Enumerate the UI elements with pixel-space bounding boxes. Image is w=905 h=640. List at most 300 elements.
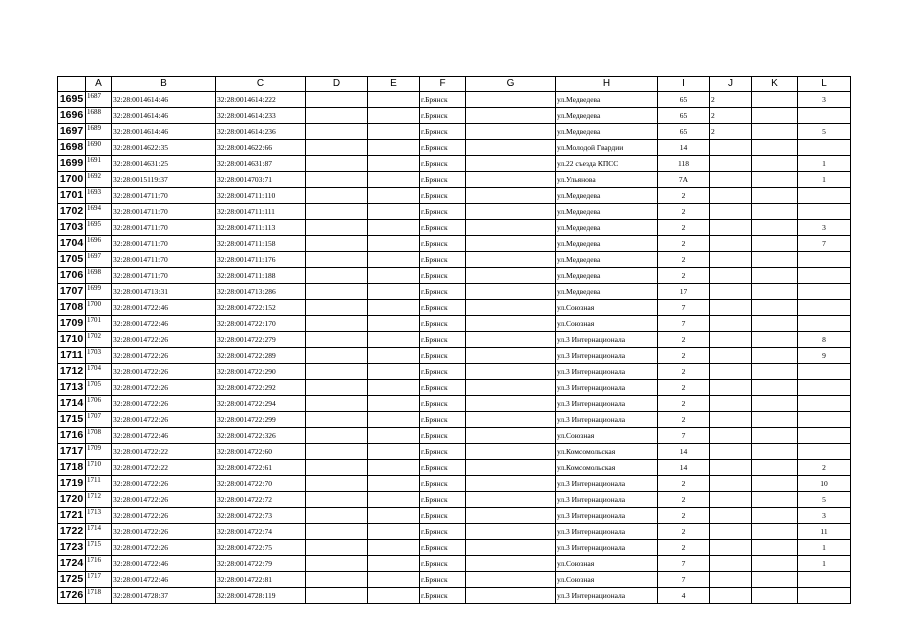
- cell-i: 2: [658, 268, 710, 284]
- cell-b: 32:28:0014711:70: [112, 220, 216, 236]
- cell-l: [798, 108, 851, 124]
- cell-l: [798, 428, 851, 444]
- cell-d: [306, 188, 368, 204]
- cell-h: ул.Медведева: [556, 268, 658, 284]
- table-row: [58, 252, 851, 268]
- cell-l: 1: [798, 172, 851, 188]
- cell-l: 2: [798, 460, 851, 476]
- cell-g: [466, 268, 556, 284]
- cell-k: [752, 348, 798, 364]
- cell-j: [710, 556, 752, 572]
- row-number: 1721: [58, 508, 86, 524]
- cell-d: [306, 156, 368, 172]
- table-row: [58, 380, 851, 396]
- cell-i: 2: [658, 236, 710, 252]
- cell-c: 32:28:0014622:66: [216, 140, 306, 156]
- cell-c: 32:28:0014722:290: [216, 364, 306, 380]
- cell-g: [466, 252, 556, 268]
- cell-i: 14: [658, 460, 710, 476]
- cell-f: г.Брянск: [420, 556, 466, 572]
- row-number: 1723: [58, 540, 86, 556]
- cell-b: 32:28:0014722:26: [112, 348, 216, 364]
- table-body: [58, 92, 851, 604]
- cell-c: 32:28:0014722:61: [216, 460, 306, 476]
- cell-l: [798, 204, 851, 220]
- cell-e: [368, 108, 420, 124]
- cell-h: ул.3 Интернационала: [556, 332, 658, 348]
- cell-i: 65: [658, 124, 710, 140]
- cell-e: [368, 556, 420, 572]
- cell-e: [368, 188, 420, 204]
- cell-f: г.Брянск: [420, 460, 466, 476]
- cell-i: 17: [658, 284, 710, 300]
- cell-c: 32:28:0014722:299: [216, 412, 306, 428]
- cell-d: [306, 92, 368, 108]
- row-number: 1706: [58, 268, 86, 284]
- row-number: 1712: [58, 364, 86, 380]
- cell-k: [752, 556, 798, 572]
- cell-c: 32:28:0014711:111: [216, 204, 306, 220]
- cell-a: 1707: [86, 412, 112, 428]
- cell-l: 11: [798, 524, 851, 540]
- row-number: 1701: [58, 188, 86, 204]
- cell-h: ул.3 Интернационала: [556, 396, 658, 412]
- table-row: [58, 492, 851, 508]
- cell-k: [752, 332, 798, 348]
- cell-f: г.Брянск: [420, 204, 466, 220]
- cell-k: [752, 108, 798, 124]
- row-number: 1704: [58, 236, 86, 252]
- cell-k: [752, 316, 798, 332]
- cell-b: 32:28:0014722:26: [112, 508, 216, 524]
- cell-d: [306, 332, 368, 348]
- cell-d: [306, 444, 368, 460]
- cell-g: [466, 92, 556, 108]
- cell-h: ул.Ульянова: [556, 172, 658, 188]
- cell-g: [466, 412, 556, 428]
- cell-e: [368, 236, 420, 252]
- cell-h: ул.Медведева: [556, 284, 658, 300]
- cell-a: 1705: [86, 380, 112, 396]
- table-row: [58, 428, 851, 444]
- cell-h: ул.Союзная: [556, 556, 658, 572]
- cell-f: г.Брянск: [420, 188, 466, 204]
- cell-c: 32:28:0014722:72: [216, 492, 306, 508]
- cell-h: ул.3 Интернационала: [556, 524, 658, 540]
- cell-d: [306, 124, 368, 140]
- cell-a: 1713: [86, 508, 112, 524]
- row-number: 1725: [58, 572, 86, 588]
- cell-d: [306, 412, 368, 428]
- cell-i: 7: [658, 428, 710, 444]
- cell-c: 32:28:0014614:236: [216, 124, 306, 140]
- cell-k: [752, 588, 798, 604]
- cell-j: [710, 284, 752, 300]
- cell-d: [306, 396, 368, 412]
- cell-k: [752, 540, 798, 556]
- cell-k: [752, 236, 798, 252]
- cell-f: г.Брянск: [420, 476, 466, 492]
- cell-l: 3: [798, 508, 851, 524]
- cell-l: 5: [798, 492, 851, 508]
- cell-e: [368, 460, 420, 476]
- cell-j: [710, 492, 752, 508]
- cell-b: 32:28:0014713:31: [112, 284, 216, 300]
- cell-h: ул.Комсомольская: [556, 444, 658, 460]
- cell-b: 32:28:0014631:25: [112, 156, 216, 172]
- cell-a: 1697: [86, 252, 112, 268]
- cell-g: [466, 380, 556, 396]
- table-row: [58, 524, 851, 540]
- cell-l: [798, 588, 851, 604]
- cell-d: [306, 476, 368, 492]
- cell-j: [710, 540, 752, 556]
- cell-j: [710, 268, 752, 284]
- cell-a: 1695: [86, 220, 112, 236]
- cell-b: 32:28:0015119:37: [112, 172, 216, 188]
- cell-b: 32:28:0014722:26: [112, 332, 216, 348]
- cell-g: [466, 108, 556, 124]
- cell-e: [368, 476, 420, 492]
- cell-c: 32:28:0014722:74: [216, 524, 306, 540]
- cell-c: 32:28:0014722:79: [216, 556, 306, 572]
- cell-l: 9: [798, 348, 851, 364]
- cell-b: 32:28:0014711:70: [112, 188, 216, 204]
- table-row: [58, 316, 851, 332]
- cell-k: [752, 252, 798, 268]
- cell-k: [752, 412, 798, 428]
- table-row: [58, 444, 851, 460]
- cell-e: [368, 300, 420, 316]
- cell-f: г.Брянск: [420, 412, 466, 428]
- cell-e: [368, 412, 420, 428]
- cell-i: 2: [658, 252, 710, 268]
- cell-e: [368, 444, 420, 460]
- cell-d: [306, 284, 368, 300]
- cell-f: г.Брянск: [420, 300, 466, 316]
- table-row: [58, 268, 851, 284]
- cell-f: г.Брянск: [420, 508, 466, 524]
- cell-b: 32:28:0014711:70: [112, 204, 216, 220]
- row-number: 1707: [58, 284, 86, 300]
- cell-k: [752, 396, 798, 412]
- cell-b: 32:28:0014722:46: [112, 300, 216, 316]
- cell-e: [368, 348, 420, 364]
- row-number: 1711: [58, 348, 86, 364]
- cell-c: 32:28:0014713:286: [216, 284, 306, 300]
- column-header-j: J: [710, 77, 752, 92]
- cell-f: г.Брянск: [420, 380, 466, 396]
- cell-k: [752, 92, 798, 108]
- cell-a: 1688: [86, 108, 112, 124]
- cell-b: 32:28:0014614:46: [112, 92, 216, 108]
- cell-l: [798, 252, 851, 268]
- table-row: [58, 412, 851, 428]
- cell-j: [710, 524, 752, 540]
- table-row: [58, 124, 851, 140]
- cell-g: [466, 124, 556, 140]
- row-number: 1709: [58, 316, 86, 332]
- table-row: [58, 92, 851, 108]
- table-row: [58, 188, 851, 204]
- cell-a: 1689: [86, 124, 112, 140]
- cell-c: 32:28:0014722:289: [216, 348, 306, 364]
- cell-l: [798, 364, 851, 380]
- cell-b: 32:28:0014722:46: [112, 428, 216, 444]
- cell-k: [752, 444, 798, 460]
- cell-e: [368, 332, 420, 348]
- cell-l: [798, 572, 851, 588]
- cell-a: 1687: [86, 92, 112, 108]
- cell-h: ул.Медведева: [556, 108, 658, 124]
- cell-l: [798, 444, 851, 460]
- cell-e: [368, 220, 420, 236]
- cell-a: 1718: [86, 588, 112, 604]
- table-row: [58, 236, 851, 252]
- column-header-h: H: [556, 77, 658, 92]
- cell-i: 2: [658, 332, 710, 348]
- cell-a: 1714: [86, 524, 112, 540]
- cell-k: [752, 428, 798, 444]
- cell-c: 32:28:0014722:279: [216, 332, 306, 348]
- cell-f: г.Брянск: [420, 252, 466, 268]
- cell-a: 1694: [86, 204, 112, 220]
- cell-i: 2: [658, 364, 710, 380]
- cell-a: 1710: [86, 460, 112, 476]
- cell-f: г.Брянск: [420, 140, 466, 156]
- cell-c: 32:28:0014722:81: [216, 572, 306, 588]
- cell-d: [306, 300, 368, 316]
- cell-g: [466, 300, 556, 316]
- table-row: [58, 172, 851, 188]
- cell-i: 4: [658, 588, 710, 604]
- cell-d: [306, 508, 368, 524]
- cell-c: 32:28:0014722:70: [216, 476, 306, 492]
- column-header-corner: [58, 77, 86, 92]
- cell-h: ул.3 Интернационала: [556, 588, 658, 604]
- row-number: 1726: [58, 588, 86, 604]
- cell-f: г.Брянск: [420, 332, 466, 348]
- cell-h: ул.Медведева: [556, 252, 658, 268]
- cell-g: [466, 540, 556, 556]
- cell-f: г.Брянск: [420, 588, 466, 604]
- cell-i: 2: [658, 396, 710, 412]
- cell-l: 7: [798, 236, 851, 252]
- column-header-l: L: [798, 77, 851, 92]
- cell-a: 1715: [86, 540, 112, 556]
- cell-l: [798, 396, 851, 412]
- cell-d: [306, 572, 368, 588]
- cell-e: [368, 316, 420, 332]
- cell-l: 1: [798, 556, 851, 572]
- cell-k: [752, 156, 798, 172]
- cell-f: г.Брянск: [420, 316, 466, 332]
- cell-f: г.Брянск: [420, 572, 466, 588]
- row-number: 1695: [58, 92, 86, 108]
- cell-c: 32:28:0014614:222: [216, 92, 306, 108]
- cell-c: 32:28:0014722:152: [216, 300, 306, 316]
- cell-k: [752, 572, 798, 588]
- cell-h: ул.Молодой Гвардии: [556, 140, 658, 156]
- table-row: [58, 348, 851, 364]
- cell-f: г.Брянск: [420, 108, 466, 124]
- cell-j: [710, 348, 752, 364]
- row-number: 1720: [58, 492, 86, 508]
- cell-h: ул.3 Интернационала: [556, 476, 658, 492]
- cell-j: [710, 188, 752, 204]
- cell-k: [752, 172, 798, 188]
- column-header-e: E: [368, 77, 420, 92]
- cell-j: 2: [710, 108, 752, 124]
- cell-d: [306, 316, 368, 332]
- cell-f: г.Брянск: [420, 268, 466, 284]
- cell-d: [306, 172, 368, 188]
- cell-l: 3: [798, 220, 851, 236]
- cell-i: 2: [658, 204, 710, 220]
- cell-l: [798, 380, 851, 396]
- cell-c: 32:28:0014703:71: [216, 172, 306, 188]
- row-number: 1718: [58, 460, 86, 476]
- cell-j: [710, 364, 752, 380]
- cell-f: г.Брянск: [420, 284, 466, 300]
- cell-a: 1693: [86, 188, 112, 204]
- cell-f: г.Брянск: [420, 364, 466, 380]
- cell-g: [466, 444, 556, 460]
- cell-j: [710, 476, 752, 492]
- cell-j: [710, 300, 752, 316]
- cell-e: [368, 284, 420, 300]
- cell-e: [368, 204, 420, 220]
- cell-i: 7: [658, 316, 710, 332]
- cell-e: [368, 492, 420, 508]
- cell-g: [466, 428, 556, 444]
- cell-b: 32:28:0014722:26: [112, 380, 216, 396]
- cell-e: [368, 252, 420, 268]
- cell-c: 32:28:0014711:113: [216, 220, 306, 236]
- row-number: 1708: [58, 300, 86, 316]
- cell-b: 32:28:0014722:22: [112, 444, 216, 460]
- row-number: 1715: [58, 412, 86, 428]
- cell-g: [466, 476, 556, 492]
- cell-e: [368, 588, 420, 604]
- cell-b: 32:28:0014722:26: [112, 476, 216, 492]
- cell-a: 1696: [86, 236, 112, 252]
- cell-g: [466, 316, 556, 332]
- row-number: 1713: [58, 380, 86, 396]
- cell-b: 32:28:0014722:26: [112, 364, 216, 380]
- cell-b: 32:28:0014614:46: [112, 108, 216, 124]
- cell-h: ул.Медведева: [556, 236, 658, 252]
- cell-e: [368, 364, 420, 380]
- cell-h: ул.Медведева: [556, 204, 658, 220]
- cell-h: ул.Комсомольская: [556, 460, 658, 476]
- cell-i: 2: [658, 412, 710, 428]
- cell-l: 8: [798, 332, 851, 348]
- cell-l: 5: [798, 124, 851, 140]
- cell-d: [306, 108, 368, 124]
- row-number: 1697: [58, 124, 86, 140]
- cell-l: 3: [798, 92, 851, 108]
- cell-i: 2: [658, 188, 710, 204]
- row-number: 1719: [58, 476, 86, 492]
- cell-i: 2: [658, 540, 710, 556]
- cell-d: [306, 380, 368, 396]
- table-row: [58, 332, 851, 348]
- cell-j: [710, 220, 752, 236]
- cell-b: 32:28:0014722:26: [112, 524, 216, 540]
- cell-k: [752, 140, 798, 156]
- cell-f: г.Брянск: [420, 348, 466, 364]
- cell-j: [710, 412, 752, 428]
- cell-h: ул.3 Интернационала: [556, 380, 658, 396]
- cell-i: 65: [658, 108, 710, 124]
- cell-i: 118: [658, 156, 710, 172]
- table-row: [58, 396, 851, 412]
- cell-k: [752, 204, 798, 220]
- cell-g: [466, 156, 556, 172]
- cell-d: [306, 428, 368, 444]
- column-header-i: I: [658, 77, 710, 92]
- cell-f: г.Брянск: [420, 172, 466, 188]
- cell-a: 1711: [86, 476, 112, 492]
- cell-e: [368, 124, 420, 140]
- cell-j: 2: [710, 92, 752, 108]
- table-row: [58, 540, 851, 556]
- cell-j: [710, 508, 752, 524]
- cell-j: [710, 204, 752, 220]
- cell-j: [710, 172, 752, 188]
- cell-c: 32:28:0014722:73: [216, 508, 306, 524]
- cell-i: 2: [658, 492, 710, 508]
- cell-b: 32:28:0014622:35: [112, 140, 216, 156]
- cell-d: [306, 252, 368, 268]
- cell-g: [466, 332, 556, 348]
- cell-i: 2: [658, 380, 710, 396]
- cell-l: [798, 188, 851, 204]
- cell-a: 1691: [86, 156, 112, 172]
- cell-k: [752, 268, 798, 284]
- cell-e: [368, 508, 420, 524]
- cell-i: 2: [658, 508, 710, 524]
- cell-h: ул.3 Интернационала: [556, 348, 658, 364]
- cell-e: [368, 540, 420, 556]
- cell-j: [710, 380, 752, 396]
- cell-b: 32:28:0014614:46: [112, 124, 216, 140]
- cell-l: 1: [798, 156, 851, 172]
- cell-h: ул.Медведева: [556, 124, 658, 140]
- cell-g: [466, 588, 556, 604]
- cell-a: 1716: [86, 556, 112, 572]
- cell-i: 7: [658, 556, 710, 572]
- cell-c: 32:28:0014711:158: [216, 236, 306, 252]
- row-number: 1710: [58, 332, 86, 348]
- cell-d: [306, 220, 368, 236]
- cell-c: 32:28:0014722:170: [216, 316, 306, 332]
- row-number: 1722: [58, 524, 86, 540]
- table-row: [58, 460, 851, 476]
- cell-d: [306, 492, 368, 508]
- cell-h: ул.22 съезда КПСС: [556, 156, 658, 172]
- cell-e: [368, 572, 420, 588]
- column-header-c: C: [216, 77, 306, 92]
- cell-a: 1690: [86, 140, 112, 156]
- cell-k: [752, 364, 798, 380]
- cell-h: ул.3 Интернационала: [556, 492, 658, 508]
- cell-f: г.Брянск: [420, 444, 466, 460]
- table-row: [58, 556, 851, 572]
- cell-h: ул.Медведева: [556, 220, 658, 236]
- cell-d: [306, 540, 368, 556]
